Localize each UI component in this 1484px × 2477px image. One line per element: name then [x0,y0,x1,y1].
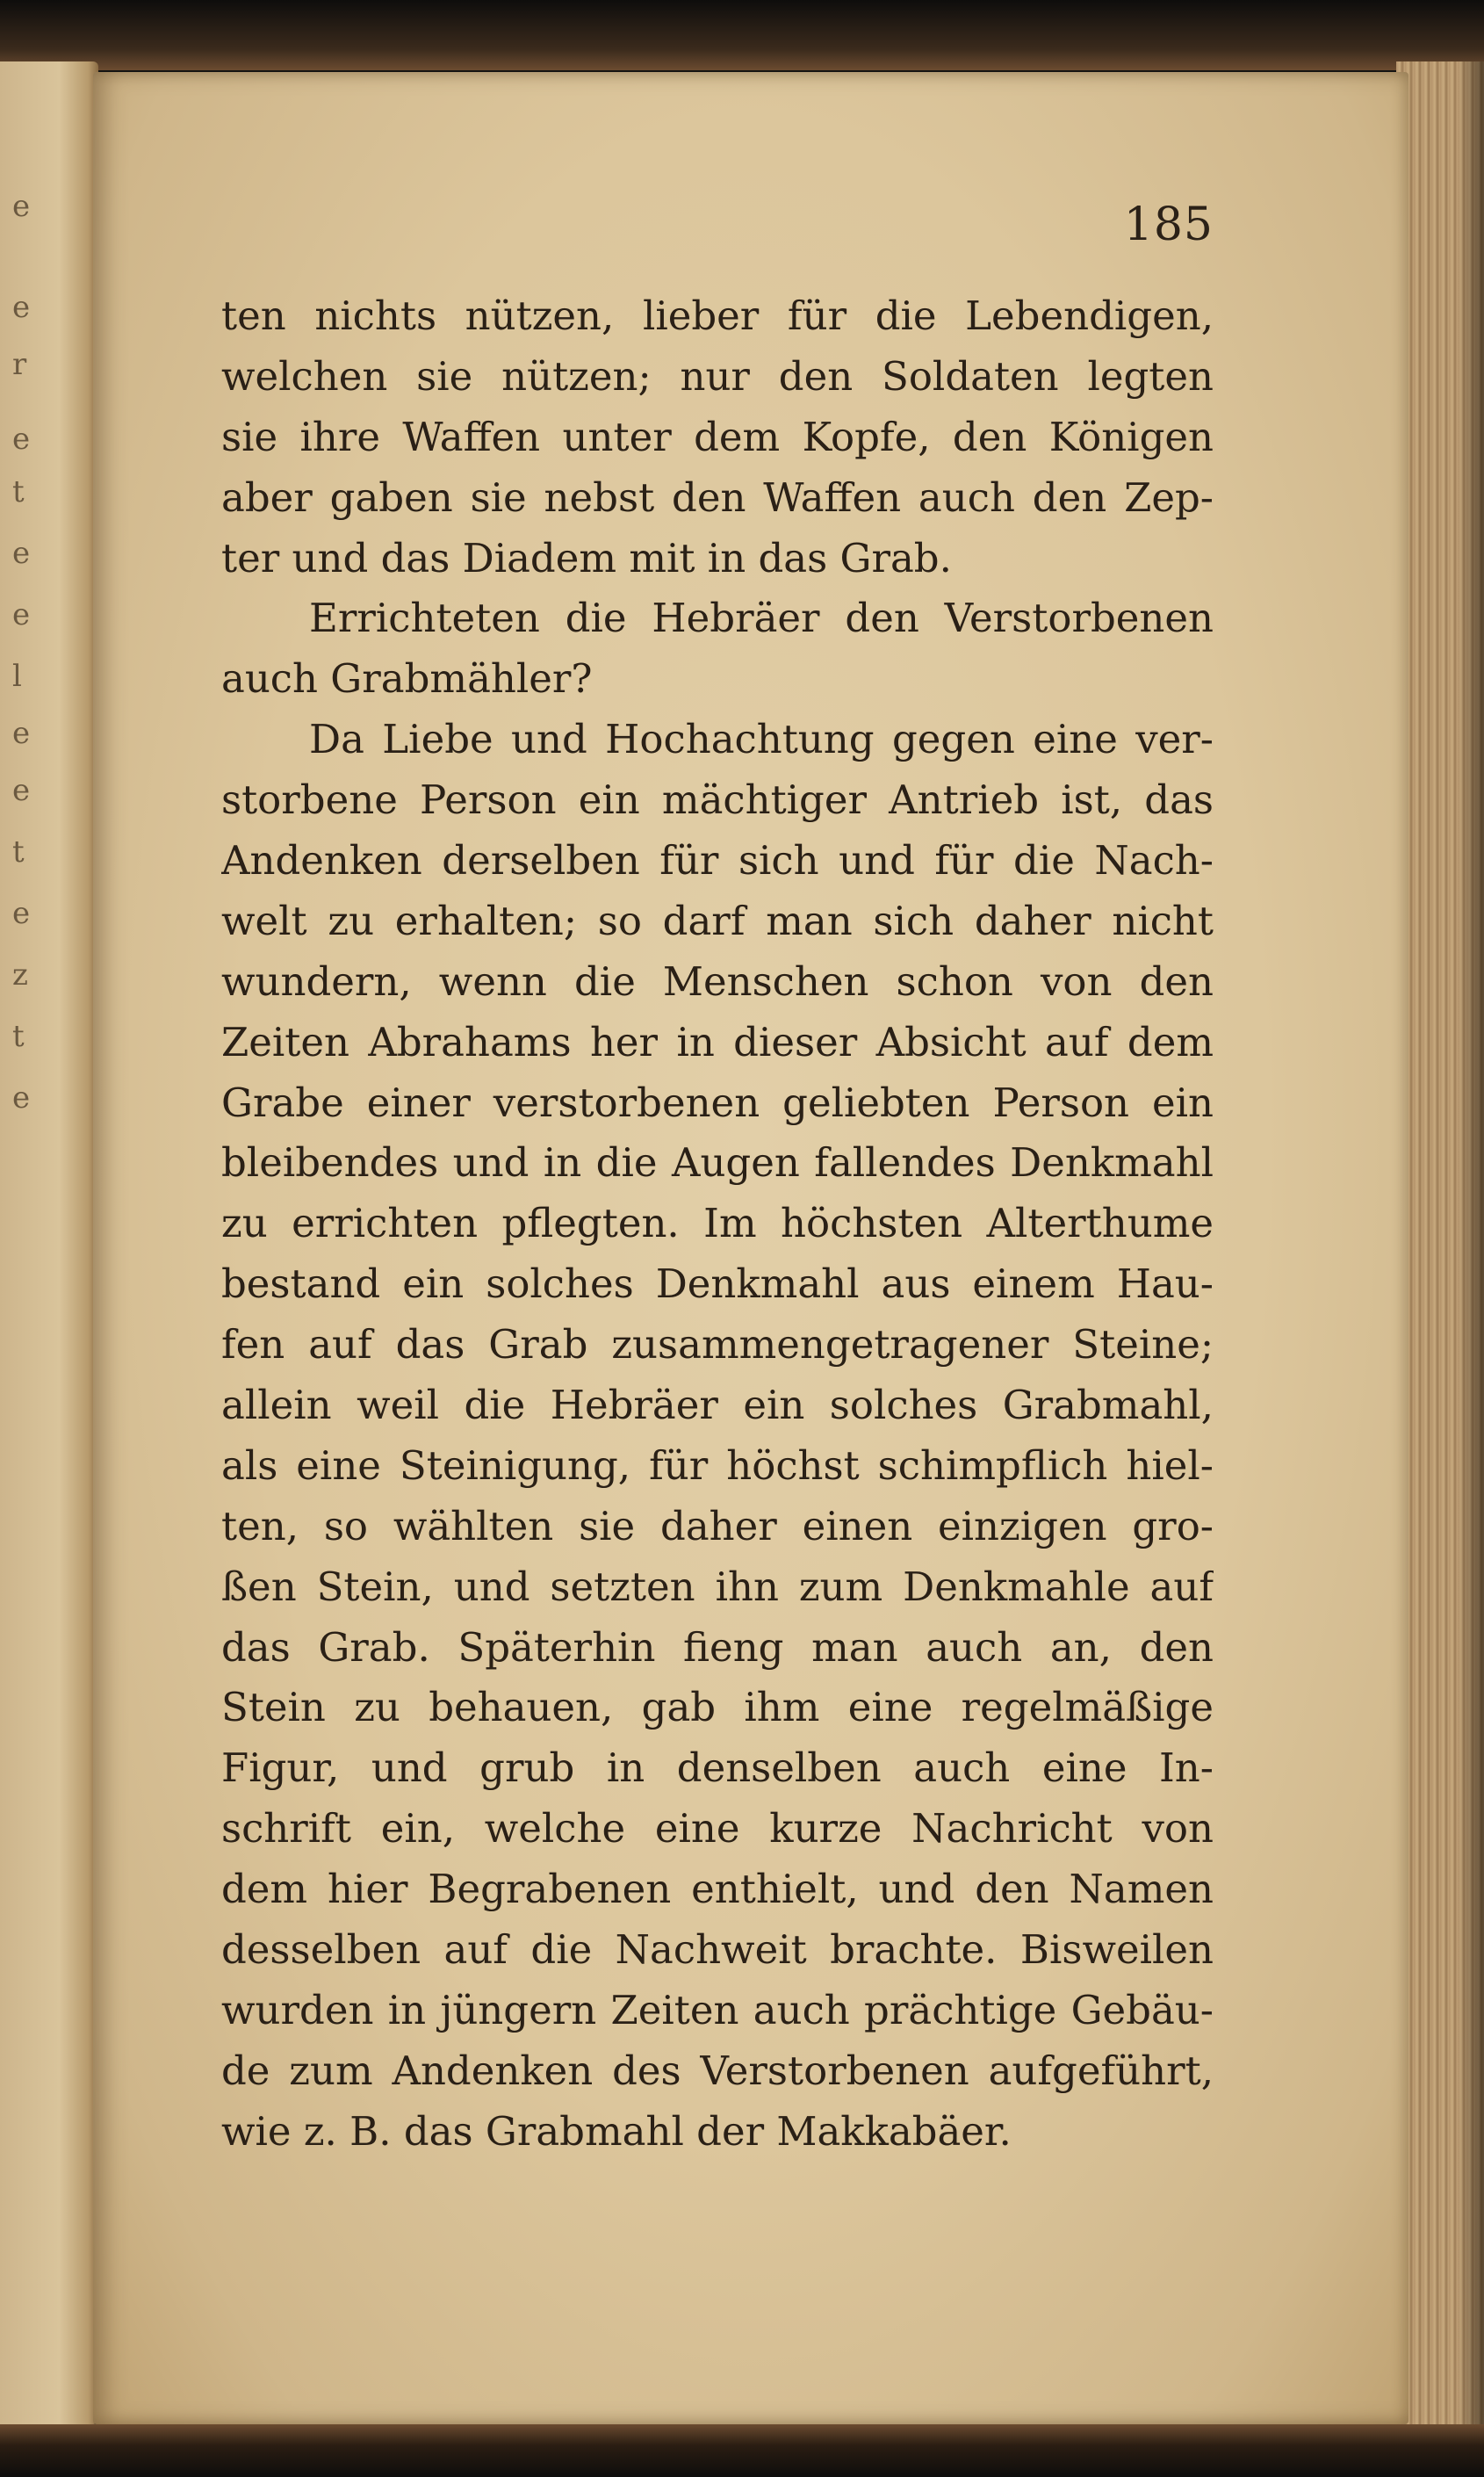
facing-page-edge [0,61,98,2424]
facing-page-fragment: e [12,597,31,632]
facing-page-fragment: e [12,290,31,325]
text-line: auch Grabmähler? [221,655,593,703]
text-line: aber gaben sie nebst den Waffen auch den Zep- [221,473,1214,521]
scan-background-bottom [0,2424,1484,2477]
text-line: schrift ein, welche eine kurze Nachricht von [221,1805,1214,1852]
text-line: wie z. B. das Grabmahl der Makkabäer. [221,2107,1012,2155]
facing-page-fragment: t [12,834,25,870]
text-line: ßen Stein, und setzten ihn zum Denkmahle auf [221,1563,1214,1610]
page-number: 185 [1123,199,1214,251]
text-line: Da Liebe und Hochachtung gegen eine ver- [309,716,1214,763]
text-line: bestand ein solches Denkmahl aus einem Hau- [221,1260,1214,1308]
text-line: ten nichts nützen, lieber für die Lebendigen, [221,292,1214,339]
text-line: zu errichten pflegten. Im höchsten Alterthume [221,1200,1214,1247]
text-line: Zeiten Abrahams her in dieser Absicht auf dem [221,1018,1214,1065]
facing-page-fragment: t [12,474,25,509]
text-line: Grabe einer verstorbenen geliebten Person ein [221,1079,1214,1126]
text-line: Errichteten die Hebräer den Verstorbenen [309,595,1214,642]
facing-page-fragment: e [12,773,31,808]
text-line: das Grab. Späterhin fieng man auch an, den [221,1623,1214,1671]
text-line: Figur, und grub in denselben auch eine In- [221,1744,1214,1792]
text-line: desselben auf die Nachweit brachte. Bisweilen [221,1926,1214,1974]
facing-page-fragment: e [12,1080,31,1116]
text-line: welt zu erhalten; so darf man sich daher nicht [221,897,1214,944]
scan-background-top [0,0,1484,70]
facing-page-fragment: t [12,1019,25,1054]
facing-page-fragment: e [12,536,31,571]
text-line: welchen sie nützen; nur den Soldaten legten [221,352,1214,400]
page-text-block [221,286,1214,2163]
facing-page-fragment: z [12,957,28,993]
text-line: wundern, wenn die Menschen schon von den [221,957,1214,1005]
text-line: dem hier Begrabenen enthielt, und den Namen [221,1866,1214,1913]
text-line: bleibendes und in die Augen fallendes Denkmahl [221,1139,1214,1187]
text-line: Stein zu behauen, gab ihm eine regelmäßige [221,1684,1214,1731]
text-line: sie ihre Waffen unter dem Kopfe, den Königen [221,413,1214,460]
facing-page-fragment: r [12,347,27,382]
text-line: allein weil die Hebräer ein solches Grabmahl, [221,1382,1214,1429]
text-line: de zum Andenken des Verstorbenen aufgeführt, [221,2047,1214,2094]
text-line: wurden in jüngern Zeiten auch prächtige Gebäu- [221,1986,1214,2033]
text-line: fen auf das Grab zusammengetragener Steine; [221,1321,1214,1368]
text-line: Andenken derselben für sich und für die Nach- [221,837,1214,885]
facing-page-fragment: e [12,189,31,224]
facing-page-fragment: e [12,896,31,931]
facing-page-fragment: e [12,422,31,457]
facing-page-fragment: l [12,659,22,694]
book-page-stack-edge [1396,61,1484,2433]
text-line: ter und das Diadem mit in das Grab. [221,534,952,581]
facing-page-fragment: e [12,716,31,751]
text-line: storbene Person ein mächtiger Antrieb ist, das [221,776,1214,824]
text-line: ten, so wählten sie daher einen einzigen gro- [221,1502,1214,1549]
text-line: als eine Steinigung, für höchst schimpflich hiel- [221,1441,1214,1489]
